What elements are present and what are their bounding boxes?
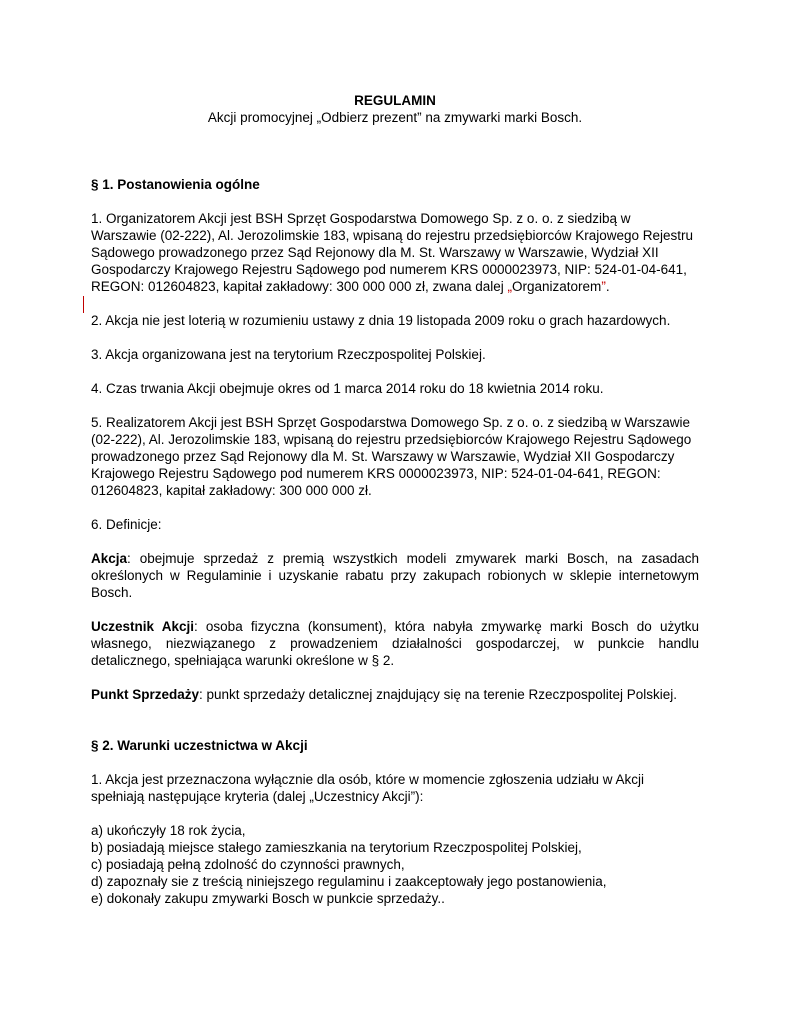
close-quote-mark: ” [601, 279, 606, 294]
list-item: d) zapoznały sie z treścią niniejszego regulaminu i zaakceptowały jego postanowienia, [91, 874, 607, 889]
section-1-paragraph-5: 5. Realizatorem Akcji jest BSH Sprzęt Gospodarstwa Domowego Sp. z o. o. z siedzibą w Warszawie (02-222), Al. Jerozolimskie 183, wpisaną do rejestru przedsiębiorców Krajowego Rejestru Sądowego prowadzonego przez Sąd Rejonowy dla M. St. Warszawy w Warszawie, Wydział XII Gospodarczy Krajowego Rejestru Sądowego pod numerem KRS 0000023973, NIP: 524-01-04-641, REGON: 012604823, kapitał zakładowy: 300 000 000 zł. [91, 415, 692, 498]
list-item: b) posiadają miejsce stałego zamieszkania na terytorium Rzeczpospolitej Polskiej, [91, 840, 582, 855]
list-item: a) ukończyły 18 rok życia, [91, 823, 246, 838]
section-2-heading: § 2. Warunki uczestnictwa w Akcji [91, 738, 308, 753]
definition-text: : punkt sprzedaży detalicznej znajdujący się na terenie Rzeczpospolitej Polskiej. [199, 687, 678, 702]
defined-term-organizer: Organizatorem [512, 279, 602, 294]
definition-term: Uczestnik Akcji [91, 619, 194, 634]
definition-uczestnik-akcji [91, 618, 699, 669]
definition-term: Akcja [91, 551, 128, 566]
section-1-paragraph-1 [91, 210, 699, 295]
document-body [91, 92, 699, 907]
section-2-paragraph-1: 1. Akcja jest przeznaczona wyłącznie dla osób, które w momencie zgłoszenia udziału w Akcji spełniają następujące kryteria (dalej „Uczestnicy Akcji”): [91, 772, 645, 804]
section-1-heading: § 1. Postanowienia ogólne [91, 177, 260, 192]
section-1-paragraph-4: 4. Czas trwania Akcji obejmuje okres od 1 marca 2014 roku do 18 kwietnia 2014 roku. [91, 381, 604, 396]
section-1-paragraph-3: 3. Akcja organizowana jest na terytorium Rzeczpospolitej Polskiej. [91, 347, 486, 362]
list-item: c) posiadają pełną zdolność do czynności prawnych, [91, 857, 405, 872]
criteria-list [91, 822, 699, 907]
document-subtitle: Akcji promocyjnej „Odbierz prezent” na zmywarki marki Bosch. [207, 110, 583, 125]
definition-text: : osoba fizyczna (konsument), która nabyła zmywarkę marki Bosch do użytku własnego, niezwiązanego z prowadzeniem działalności gospodarczej, w punkcie handlu detalicznego, spełniająca warunki określone w § 2. [91, 619, 700, 668]
paragraph-1-text: 1. Organizatorem Akcji jest BSH Sprzęt Gospodarstwa Domowego Sp. z o. o. z siedzibą w Warszawie (02-222), Al. Jerozolimskie 183, wpisaną do rejestru przedsiębiorców Krajowego Rejestru Sądowego prowadzonego przez Sąd Rejonowy dla M. St. Warszawy w Warszawie, Wydział XII Gospodarczy Krajowego Rejestru Sądowego pod numerem KRS 0000023973, NIP: 524-01-04-641, REGON: 012604823, kapitał zakładowy: 300 000 000 zł, zwana dalej [91, 211, 694, 294]
definition-akcja [91, 550, 699, 601]
paragraph-1-end: . [605, 279, 610, 294]
definition-term: Punkt Sprzedaży [91, 687, 200, 702]
revision-change-bar [83, 296, 84, 313]
section-1-paragraph-2: 2. Akcja nie jest loterią w rozumieniu ustawy z dnia 19 listopada 2009 roku o grach hazardowych. [91, 313, 671, 328]
definition-text: : obejmuje sprzedaż z premią wszystkich modeli zmywarek marki Bosch, na zasadach określonych w Regulaminie i uzyskanie rabatu przy zakupach robionych w sklepie internetowym Bosch. [91, 551, 699, 600]
document-title: REGULAMIN [354, 93, 436, 108]
list-item: e) dokonały zakupu zmywarki Bosch w punkcie sprzedaży.. [91, 891, 445, 906]
open-quote-mark: „ [507, 279, 513, 294]
section-1-paragraph-6: 6. Definicje: [91, 517, 162, 532]
definition-punkt-sprzedazy [91, 686, 699, 703]
